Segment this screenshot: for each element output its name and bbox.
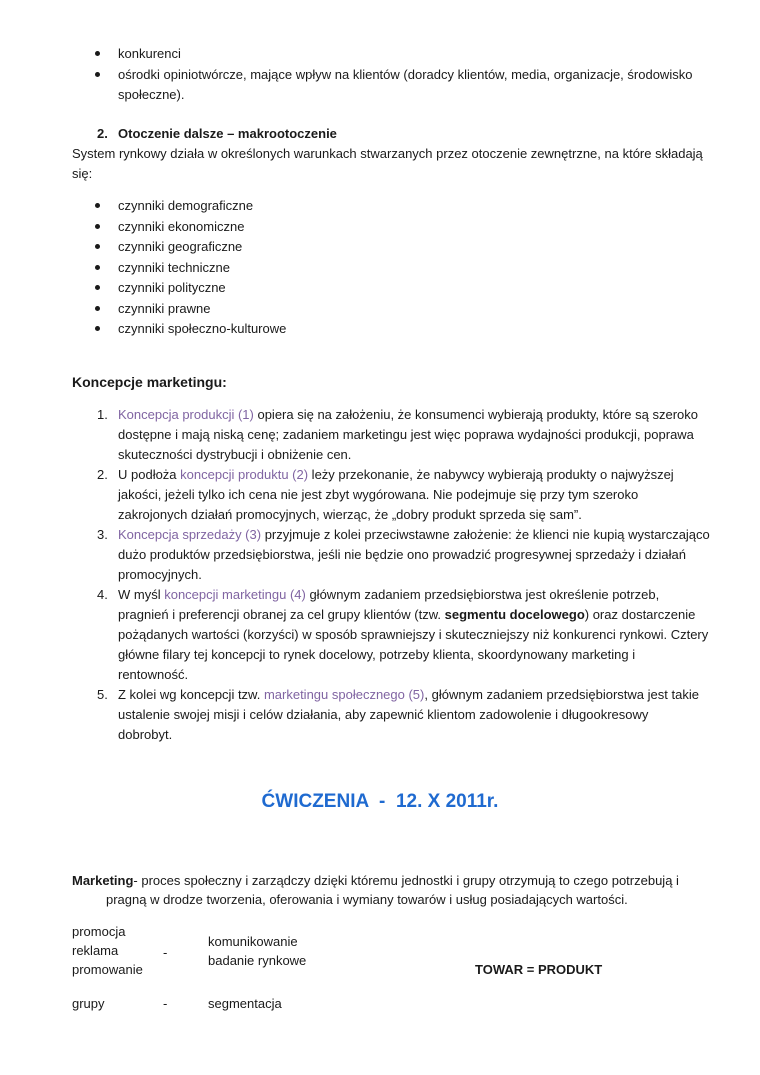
list-item: ośrodki opiniotwórcze, mające wpływ na klientów (doradcy klientów, media, organizacje, środowisko bbox=[118, 67, 693, 82]
concept-strong: segmentu docelowego bbox=[444, 607, 585, 622]
definition-term: Marketing bbox=[72, 873, 134, 888]
concept-line: dostępne i mają niską cenę; zadaniem marketingu jest więc poprawa wydajności produkcji, poprawa bbox=[118, 427, 694, 442]
exercise-heading: ĆWICZENIA - 12. X 2011r. bbox=[261, 791, 499, 812]
bullet-dot bbox=[95, 306, 100, 311]
bullet-dot bbox=[95, 326, 100, 331]
concept-line: rentowność. bbox=[118, 667, 189, 682]
bullet-dot bbox=[95, 72, 100, 77]
concept-text: Z kolei wg koncepcji tzw. bbox=[118, 687, 264, 702]
concept-text: U podłoża bbox=[118, 467, 181, 482]
list-item: czynniki prawne bbox=[118, 301, 211, 316]
table-dash: - bbox=[163, 996, 168, 1011]
item-number: 1. bbox=[97, 407, 108, 422]
table-cell: grupy bbox=[72, 996, 105, 1011]
bullet-dot bbox=[95, 203, 100, 208]
section-intro: się: bbox=[72, 166, 93, 181]
table-cell: badanie rynkowe bbox=[208, 953, 307, 968]
concept-line bbox=[118, 605, 695, 625]
definition-line bbox=[72, 871, 679, 891]
table-cell: promowanie bbox=[72, 962, 143, 977]
concepts-heading: Koncepcje marketingu: bbox=[72, 374, 227, 390]
list-item: czynniki polityczne bbox=[118, 280, 226, 295]
item-number: 3. bbox=[97, 527, 108, 542]
concept-text: opiera się na założeniu, że konsumenci wybierają produkty, które są szeroko bbox=[253, 407, 699, 422]
table-cell: segmentacja bbox=[208, 996, 282, 1011]
concept-text: , głównym zadaniem przedsiębiorstwa jest takie bbox=[424, 687, 699, 702]
item-number: 4. bbox=[97, 587, 108, 602]
list-item-continuation: społeczne). bbox=[118, 87, 185, 102]
concept-term: marketingu społecznego (5) bbox=[263, 687, 425, 702]
concept-line: główne filary tej koncepcji to rynek docelowy, potrzeby klienta, skoordynowany marketing i bbox=[118, 647, 636, 662]
definition-text: - proces społeczny i zarządczy dzięki któremu jednostki i grupy otrzymują to czego potrzebują i bbox=[133, 873, 679, 888]
concept-line: pożądanych wartości (korzyści) w sposób sprawniejszy i skuteczniejszy niż konkurenci rynkowi. Cztery bbox=[118, 627, 709, 642]
list-item: czynniki techniczne bbox=[118, 260, 230, 275]
list-item: czynniki ekonomiczne bbox=[118, 219, 245, 234]
concept-line: promocyjnych. bbox=[118, 567, 202, 582]
bullet-dot bbox=[95, 51, 100, 56]
table-cell: komunikowanie bbox=[208, 934, 298, 949]
section-title: Otoczenie dalsze – makrootoczenie bbox=[118, 126, 337, 141]
list-item: czynniki demograficzne bbox=[118, 198, 254, 213]
table-cell: promocja bbox=[72, 924, 126, 939]
concept-line bbox=[118, 685, 699, 705]
concept-line: skuteczności dystrybucji i obniżenie cen. bbox=[118, 447, 352, 462]
concept-line: ustalenie swojej misji i celów działania, aby zapewnić klientom zadowolenie i długookresowy bbox=[118, 707, 649, 722]
section-number: 2. bbox=[97, 126, 108, 141]
item-number: 5. bbox=[97, 687, 108, 702]
concept-line bbox=[118, 585, 659, 605]
concept-line: zakrojonych działań promocyjnych, wierząc, że „dobry produkt sprzeda się sam”. bbox=[118, 507, 582, 522]
concept-line bbox=[118, 465, 674, 485]
list-item: konkurenci bbox=[118, 46, 181, 61]
concept-term: koncepcji marketingu (4) bbox=[164, 587, 306, 602]
concept-text: głównym zadaniem przedsiębiorstwa jest określenie potrzeb, bbox=[305, 587, 660, 602]
concept-text: przyjmuje z kolei przeciwstawne założenie: że klienci nie kupią wystarczająco bbox=[261, 527, 710, 542]
concept-text: W myśl bbox=[118, 587, 165, 602]
concept-text: ) oraz dostarczenie bbox=[584, 607, 696, 622]
bullet-dot bbox=[95, 265, 100, 270]
bullet-dot bbox=[95, 285, 100, 290]
list-item: czynniki geograficzne bbox=[118, 239, 243, 254]
concept-term: Koncepcja sprzedaży (3) bbox=[118, 527, 262, 542]
concept-line: dużo produktów przedsiębiorstwa, jeśli nie będzie ono prowadzić progresywnej sprzedaży i działań bbox=[118, 547, 686, 562]
item-number: 2. bbox=[97, 467, 108, 482]
concept-line: dobrobyt. bbox=[118, 727, 173, 742]
definition-line: pragną w drodze tworzenia, oferowania i wymiany towarów i usług posiadających wartości. bbox=[106, 892, 628, 907]
list-item: czynniki społeczno-kulturowe bbox=[118, 321, 287, 336]
concept-line bbox=[118, 405, 698, 425]
concept-line: jakości, jeżeli tylko ich cena nie jest zbyt wygórowana. Nie podejmuje się przy tym szeroko bbox=[118, 487, 639, 502]
concept-text: leży przekonanie, że nabywcy wybierają produkty o najwyższej bbox=[308, 467, 674, 482]
concept-term: Koncepcja produkcji (1) bbox=[118, 407, 254, 422]
bullet-dot bbox=[95, 244, 100, 249]
table-cell: reklama bbox=[72, 943, 119, 958]
concept-text: pragnień i preferencji obranej za cel grupy klientów (tzw. bbox=[118, 607, 445, 622]
equation: TOWAR = PRODUKT bbox=[475, 962, 603, 977]
concept-line bbox=[118, 525, 710, 545]
table-dash: - bbox=[163, 945, 168, 960]
concept-term: koncepcji produktu (2) bbox=[180, 467, 309, 482]
bullet-dot bbox=[95, 224, 100, 229]
section-intro: System rynkowy działa w określonych warunkach stwarzanych przez otoczenie zewnętrzne, na które składają bbox=[72, 146, 703, 161]
